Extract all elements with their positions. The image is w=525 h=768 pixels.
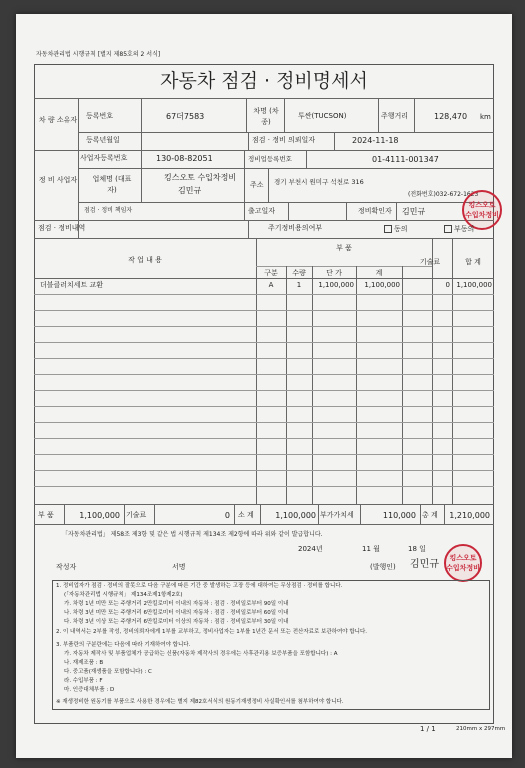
request-date-value: 2024-11-18 [352, 136, 399, 145]
parts-header: 부 품 [336, 244, 352, 252]
guarantor-label: 정비확인자 [358, 207, 392, 215]
shop-reg-label: 정비업등록번호 [248, 155, 292, 163]
periodic-label: 주기정비용의여부 [268, 224, 323, 232]
grand-total-value: 1,210,000 [449, 511, 490, 520]
mileage-label: 주행거리 [381, 112, 409, 120]
vat-value: 110,000 [382, 511, 416, 520]
request-date-label: 점검 · 정비 의뢰일자 [252, 136, 315, 144]
issuer-label: (발행인) [370, 563, 396, 571]
sign-label: 서명 [172, 563, 186, 571]
mileage-unit: km [480, 113, 491, 121]
reg-no-value: 67더7583 [166, 112, 205, 121]
note-line: 가. 자동차 제작사 및 부품업체가 공급하는 신품(자동차 제작사의 경우에는 사후관리용 보증부품을 포함합니다) : A [64, 651, 338, 657]
note-line: 1. 정비업자가 점검 · 정비의 잘못으로 다음 구분에 따른 기간 중 발생하는 고장 등에 대하여는 무상점검 · 정비를 합니다. [56, 583, 343, 589]
biz-no-label: 사업자등록번호 [80, 154, 128, 162]
grand-total-label: 총 계 [422, 511, 438, 519]
legal-statement: 「자동차관리법」 제58조 제3항 및 같은 법 시행규칙 제134조 제2항에 따라 위와 같이 발급합니다. [62, 531, 323, 538]
labor-cell: 0 [445, 281, 450, 289]
issuer-seal: 킹스오토 수입차정비 [444, 544, 482, 582]
address-label: 주소 [250, 181, 264, 189]
reg-no-label: 등록번호 [86, 112, 114, 120]
note-line: 다. 차령 3년 이상 또는 주행거리 6만킬로미터 이상의 자동차 : 점검 · 정비일로부터 30일 이내 [64, 619, 289, 625]
shop-section-label: 정 비 사업자 [38, 176, 78, 184]
phone-value: (전화번호)032-672-1623 [408, 191, 479, 198]
note-line: 가. 차령 1년 미만 또는 주행거리 2만킬로미터 이내의 자동차 : 점검 · 정비일로부터 90일 이내 [64, 601, 289, 607]
company-seal: 킹스오토 수입차정비 [462, 190, 502, 230]
shop-rep-value: 김민규 [178, 186, 202, 195]
model-value: 투싼(TUCSON) [298, 112, 347, 120]
issuer-name: 김민규 [410, 559, 439, 570]
address-value: 경기 부천시 원미구 석천로 316 [274, 178, 364, 186]
subtotal-label: 소 계 [238, 511, 254, 519]
labor-total-label: 기술료 [126, 511, 147, 519]
owner-section-label: 차 량 소유자 [38, 116, 78, 124]
biz-no-value: 130-08-82051 [156, 154, 213, 163]
note-line: 다. 중고품(재생품을 포함합니다) : C [64, 669, 152, 675]
note-line: 2. 이 내역서는 2부를 작성, 정비의뢰자에게 1부를 교부하고, 정비사업자는 1부를 1년간 문서 또는 전산자료로 보관하여야 합니다. [56, 629, 368, 635]
note-line: 3. 부품란의 구분란에는 다음에 따라 기재하여야 합니다. [56, 642, 191, 648]
parts-total-label: 부 품 [38, 511, 54, 519]
total-header: 합 계 [465, 258, 481, 266]
subtotal-value: 1,100,000 [275, 511, 316, 520]
option-agree[interactable]: 동의 [384, 225, 408, 233]
checkbox-icon [444, 225, 452, 233]
shop-name-value: 킹스오토 수입차정비 [164, 173, 237, 182]
parts-total-value: 1,100,000 [79, 511, 120, 520]
unit-cell: 1,100,000 [318, 281, 354, 289]
page-title: 자동차 점검 · 정비명세서 [160, 70, 368, 92]
guarantor-value: 김민규 [402, 207, 426, 216]
issue-month: 11 월 [362, 545, 380, 553]
content-label: 점검 · 정비내역 [38, 224, 86, 232]
note-line: 나. 재제조품 : B [64, 660, 104, 666]
shop-reg-value: 01-4111-001347 [372, 155, 439, 164]
model-label: 차명 (차종) [253, 107, 279, 126]
writer-label: 작성자 [56, 563, 77, 571]
note-line: 나. 차령 3년 미만 또는 주행거리 6만킬로미터 이내의 자동차 : 점검 · 정비일로부터 60일 이내 [64, 610, 289, 616]
document-page [16, 14, 512, 758]
qty-cell: 1 [296, 281, 302, 289]
total-cell: 1,100,000 [456, 281, 492, 289]
issue-day: 18 일 [408, 545, 426, 553]
mileage-value: 128,470 [434, 112, 468, 121]
shop-name-label: 업체명 (대표자) [92, 175, 132, 194]
form-reference: 자동차관리법 시행규칙 [별지 제85호의 2 서식] [36, 51, 161, 58]
checkbox-icon [384, 225, 392, 233]
page-number: 1 / 1 [420, 725, 436, 733]
work-cell: 더블클러치세트 교환 [40, 281, 104, 289]
manager-label: 점검 · 정비 책임자 [84, 207, 133, 214]
note-line: 라. 수입부품 : F [64, 678, 103, 684]
vat-label: 부가가치세 [320, 511, 354, 519]
work-header: 작 업 내 용 [128, 256, 162, 264]
sum-cell: 1,100,000 [364, 281, 400, 289]
labor-total-value: 0 [224, 511, 230, 520]
paper-size: 210mm x 297mm [456, 726, 506, 732]
note-line: ※ 재생정비한 원동기를 부품으로 사용한 경우에는 별지 제82호서식의 원동기재생정비 사실확인서를 첨부하여야 합니다. [56, 699, 344, 705]
option-disagree[interactable]: 부동의 [444, 225, 474, 233]
note-line: 마. 인증대체부품 : D [64, 687, 115, 693]
cat-header: 구분 [264, 269, 278, 277]
reg-year-label: 등록년월일 [86, 136, 120, 144]
unit-header: 단 가 [326, 269, 342, 277]
labor-header: 기술료 [419, 258, 441, 266]
note-line: (「자동차관리법 시행규칙」 제134조제1항제2호) [64, 592, 183, 598]
qty-header: 수량 [292, 269, 306, 277]
sum-header: 계 [375, 269, 383, 277]
cat-cell: A [268, 281, 274, 289]
issue-year: 2024년 [298, 545, 323, 553]
out-date-label: 출고일자 [248, 207, 276, 215]
